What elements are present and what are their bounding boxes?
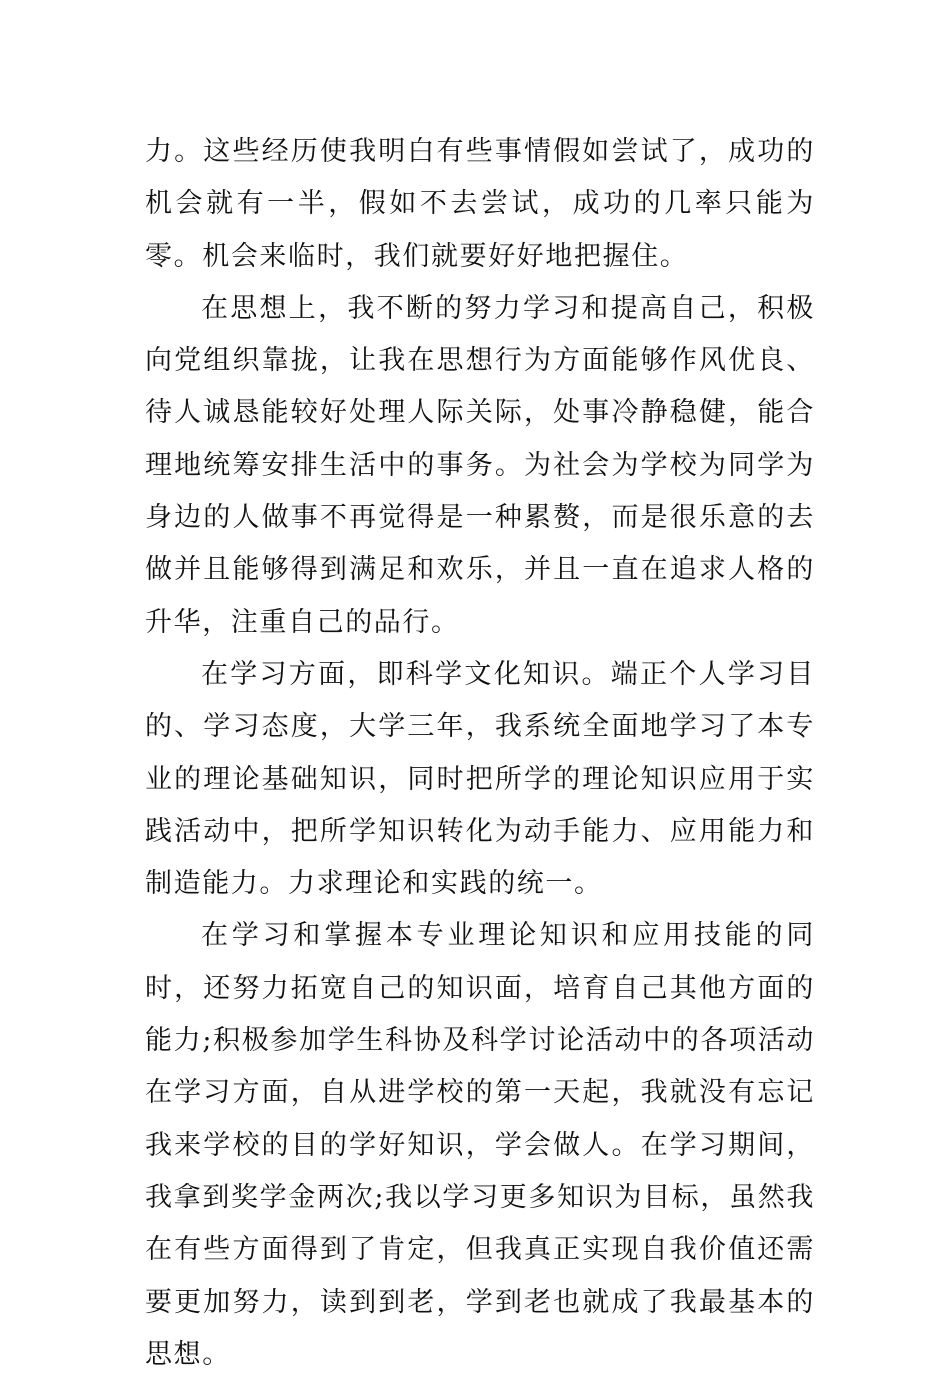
paragraph-thought: 在思想上，我不断的努力学习和提高自己，积极向党组织靠拢，让我在思想行为方面能够作风优良、待人诚恳能较好处理人际关际，处事冷静稳健，能合理地统筹安排生活中的事务。为社会为学校为同学为身边的人做事不再觉得是一种累赘，而是很乐意的去做并且能够得到满足和欢乐，并且一直在追求人格的升华，注重自己的品行。 bbox=[145, 292, 815, 638]
document-body bbox=[145, 126, 815, 1381]
paragraph-study: 在学习方面，即科学文化知识。端正个人学习目的、学习态度，大学三年，我系统全面地学习了本专业的理论基础知识，同时把所学的理论知识应用于实践活动中，把所学知识转化为动手能力、应用能力和制造能力。力求理论和实践的统一。 bbox=[145, 658, 815, 900]
paragraph-skills: 在学习和掌握本专业理论知识和应用技能的同时，还努力拓宽自己的知识面，培育自己其他方面的能力;积极参加学生科协及科学讨论活动中的各项活动在学习方面，自从进学校的第一天起，我就没有忘记我来学校的目的学好知识，学会做人。在学习期间，我拿到奖学金两次;我以学习更多知识为目标，虽然我在有些方面得到了肯定，但我真正实现自我价值还需要更加努力，读到到老，学到老也就成了我最基本的思想。 bbox=[145, 920, 815, 1370]
paragraph-continuation: 力。这些经历使我明白有些事情假如尝试了，成功的机会就有一半，假如不去尝试，成功的几率只能为零。机会来临时，我们就要好好地把握住。 bbox=[145, 136, 815, 272]
